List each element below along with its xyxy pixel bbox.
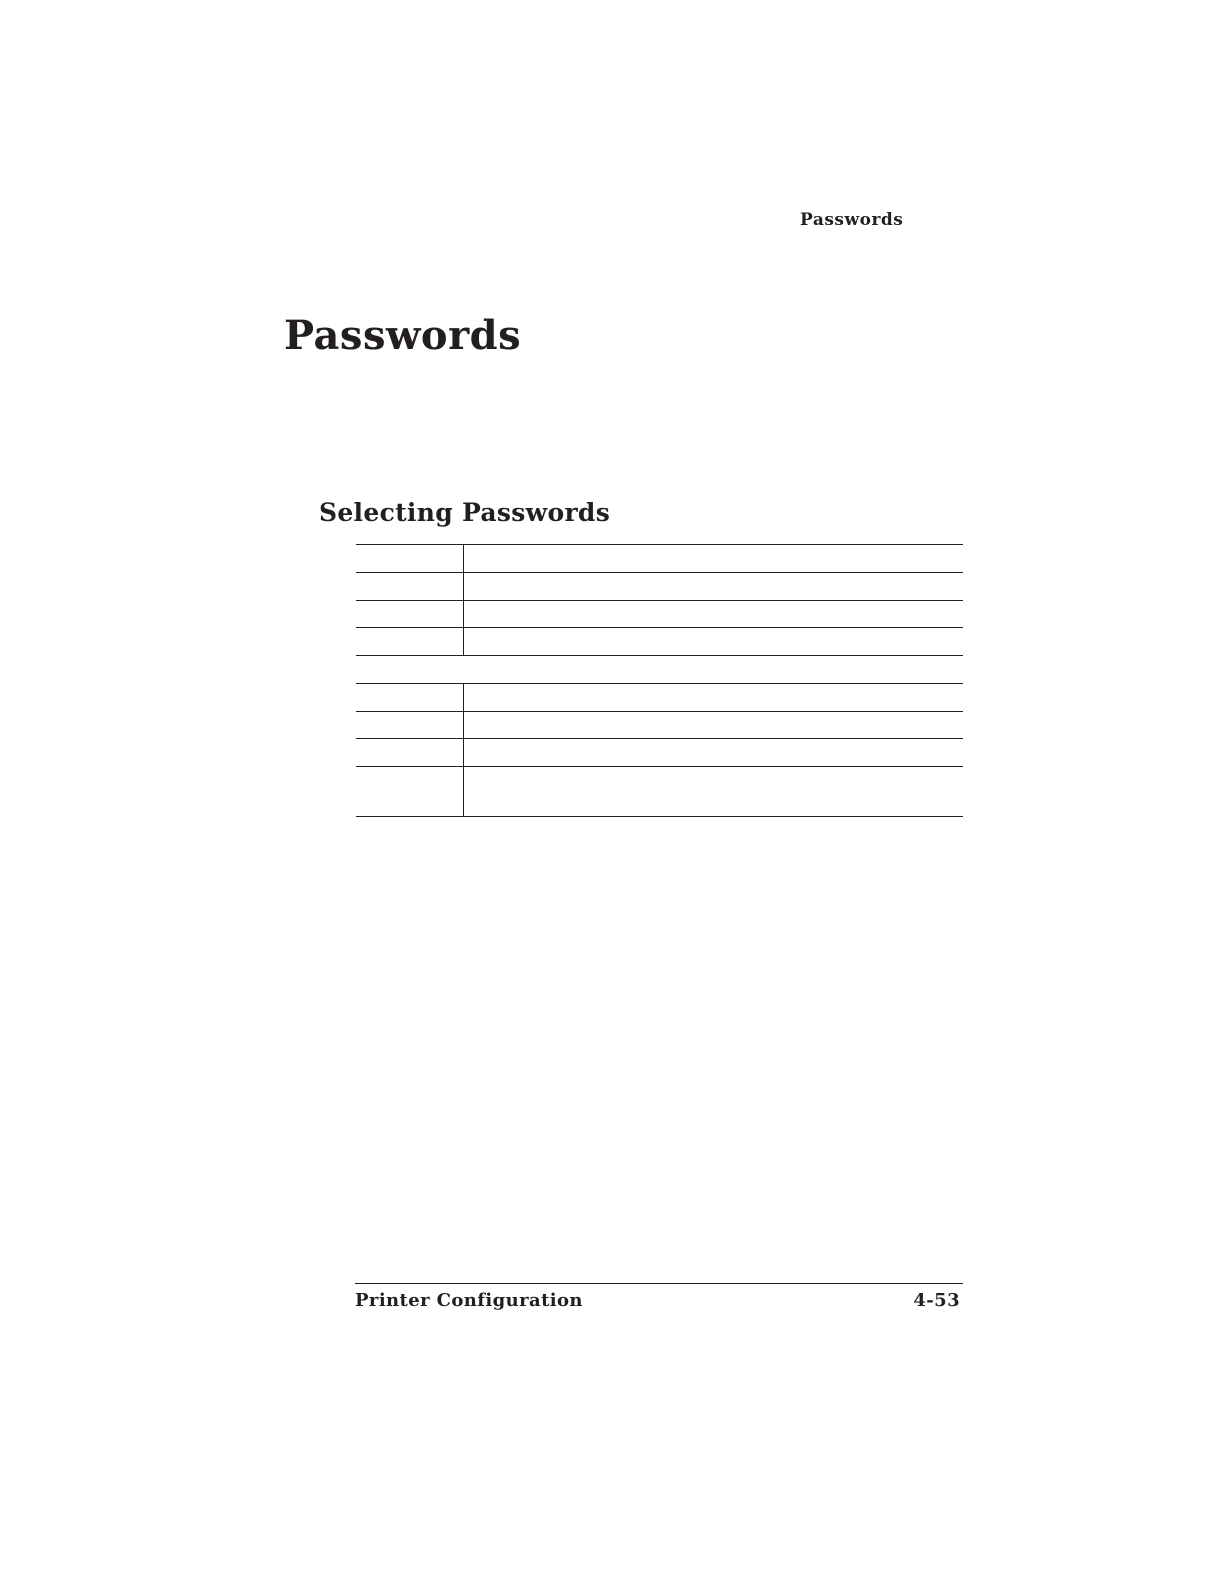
section-title: Selecting Passwords — [319, 498, 611, 527]
table-rule — [356, 711, 963, 712]
table-rule — [356, 816, 963, 817]
table-column-divider — [463, 683, 464, 816]
table-rule — [356, 627, 963, 628]
table-rule — [356, 655, 963, 656]
page-title: Passwords — [284, 312, 522, 359]
table-rule — [356, 683, 963, 684]
running-header: Passwords — [800, 210, 904, 230]
table-rule — [356, 766, 963, 767]
table-rule — [356, 600, 963, 601]
table-column-divider — [463, 544, 464, 655]
table-rule — [356, 544, 963, 545]
footer-chapter-title: Printer Configuration — [355, 1290, 583, 1311]
footer-page-number: 4-53 — [913, 1290, 960, 1311]
footer-rule — [355, 1283, 963, 1284]
table-rule — [356, 738, 963, 739]
table-rule — [356, 572, 963, 573]
